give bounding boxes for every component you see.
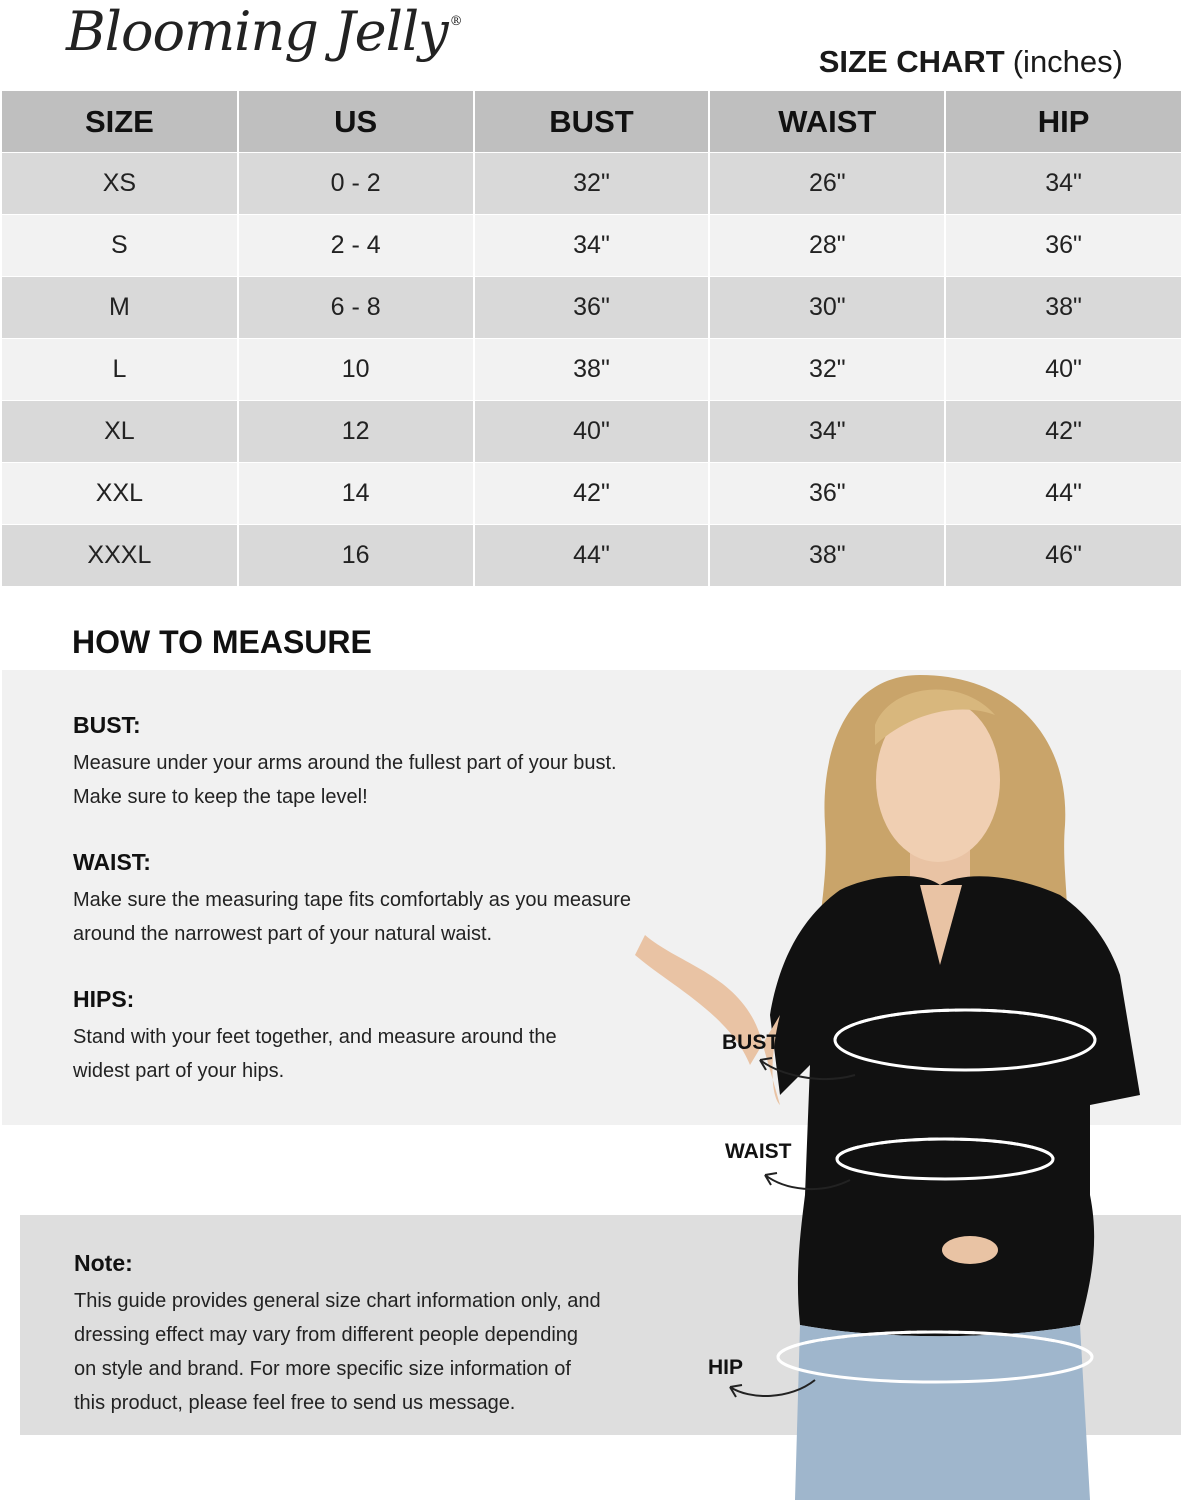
- registered-mark: ®: [449, 14, 462, 29]
- hips-text-line1: Stand with your feet together, and measure around the: [73, 1026, 557, 1048]
- size-chart-table: [2, 91, 1181, 587]
- table-row: [2, 339, 1181, 401]
- hips-instructions: [73, 986, 693, 1088]
- cell-us: 12: [238, 401, 474, 463]
- cell-waist: 26": [709, 153, 945, 215]
- table-header-row: [2, 91, 1181, 153]
- cell-waist: 36": [709, 463, 945, 525]
- model-shirt: [770, 876, 1140, 1336]
- note-text-line2: dressing effect may vary from different people depending: [74, 1324, 579, 1346]
- note-text-line1: This guide provides general size chart information only, and: [74, 1290, 601, 1312]
- cell-us: 10: [238, 339, 474, 401]
- header-size: SIZE: [2, 91, 238, 153]
- cell-size: XXL: [2, 463, 238, 525]
- cell-us: 2 - 4: [238, 215, 474, 277]
- cell-hip: 40": [945, 339, 1181, 401]
- brand-name: Blooming Jelly: [66, 0, 448, 63]
- model-left-arm: [635, 935, 780, 1105]
- table-row: [2, 277, 1181, 339]
- cell-bust: 34": [474, 215, 710, 277]
- cell-hip: 38": [945, 277, 1181, 339]
- brand-logo: [66, 0, 462, 63]
- cell-bust: 38": [474, 339, 710, 401]
- bust-heading: BUST:: [73, 712, 141, 738]
- cell-size: M: [2, 277, 238, 339]
- note-block: [74, 1250, 694, 1420]
- cell-waist: 32": [709, 339, 945, 401]
- note-text-line3: on style and brand. For more specific size information of: [74, 1358, 571, 1380]
- cell-us: 0 - 2: [238, 153, 474, 215]
- cell-size: XXXL: [2, 525, 238, 587]
- cell-waist: 38": [709, 525, 945, 587]
- cell-hip: 36": [945, 215, 1181, 277]
- table-row: [2, 525, 1181, 587]
- cell-bust: 36": [474, 277, 710, 339]
- cell-us: 16: [238, 525, 474, 587]
- cell-bust: 42": [474, 463, 710, 525]
- bust-text-line2: Make sure to keep the tape level!: [73, 786, 368, 808]
- size-chart-title-text: SIZE CHART: [818, 44, 1005, 79]
- cell-size: S: [2, 215, 238, 277]
- cell-waist: 34": [709, 401, 945, 463]
- hips-text-line2: widest part of your hips.: [73, 1060, 285, 1082]
- model-figure: [620, 635, 1181, 1500]
- note-text-line4: this product, please feel free to send us message.: [74, 1392, 516, 1414]
- table-row: [2, 153, 1181, 215]
- waist-text-line2: around the narrowest part of your natural waist.: [73, 923, 493, 945]
- waist-heading: WAIST:: [73, 849, 151, 875]
- cell-bust: 44": [474, 525, 710, 587]
- hips-heading: HIPS:: [73, 986, 135, 1012]
- cell-us: 14: [238, 463, 474, 525]
- size-chart-title: [819, 44, 1123, 80]
- header-bust: BUST: [474, 91, 710, 153]
- waist-label: WAIST: [725, 1140, 792, 1163]
- cell-hip: 46": [945, 525, 1181, 587]
- bust-instructions: [73, 712, 693, 814]
- cell-bust: 32": [474, 153, 710, 215]
- header-us: US: [238, 91, 474, 153]
- cell-size: XS: [2, 153, 238, 215]
- how-to-measure-title: HOW TO MEASURE: [72, 624, 372, 660]
- bust-label: BUST: [722, 1031, 780, 1054]
- table-row: [2, 215, 1181, 277]
- cell-hip: 44": [945, 463, 1181, 525]
- model-jeans: [795, 1325, 1090, 1500]
- cell-size: XL: [2, 401, 238, 463]
- cell-us: 6 - 8: [238, 277, 474, 339]
- header-waist: WAIST: [709, 91, 945, 153]
- cell-bust: 40": [474, 401, 710, 463]
- header-hip: HIP: [945, 91, 1181, 153]
- bust-text-line1: Measure under your arms around the fullest part of your bust.: [73, 752, 617, 774]
- cell-hip: 42": [945, 401, 1181, 463]
- table-row: [2, 401, 1181, 463]
- cell-waist: 28": [709, 215, 945, 277]
- size-chart-unit: (inches): [1012, 44, 1123, 79]
- note-heading: Note:: [74, 1250, 133, 1276]
- waist-instructions: [73, 849, 693, 951]
- cell-hip: 34": [945, 153, 1181, 215]
- cell-size: L: [2, 339, 238, 401]
- cell-waist: 30": [709, 277, 945, 339]
- waist-text-line1: Make sure the measuring tape fits comfortably as you measure: [73, 889, 632, 911]
- table-row: [2, 463, 1181, 525]
- hip-label: HIP: [708, 1356, 744, 1379]
